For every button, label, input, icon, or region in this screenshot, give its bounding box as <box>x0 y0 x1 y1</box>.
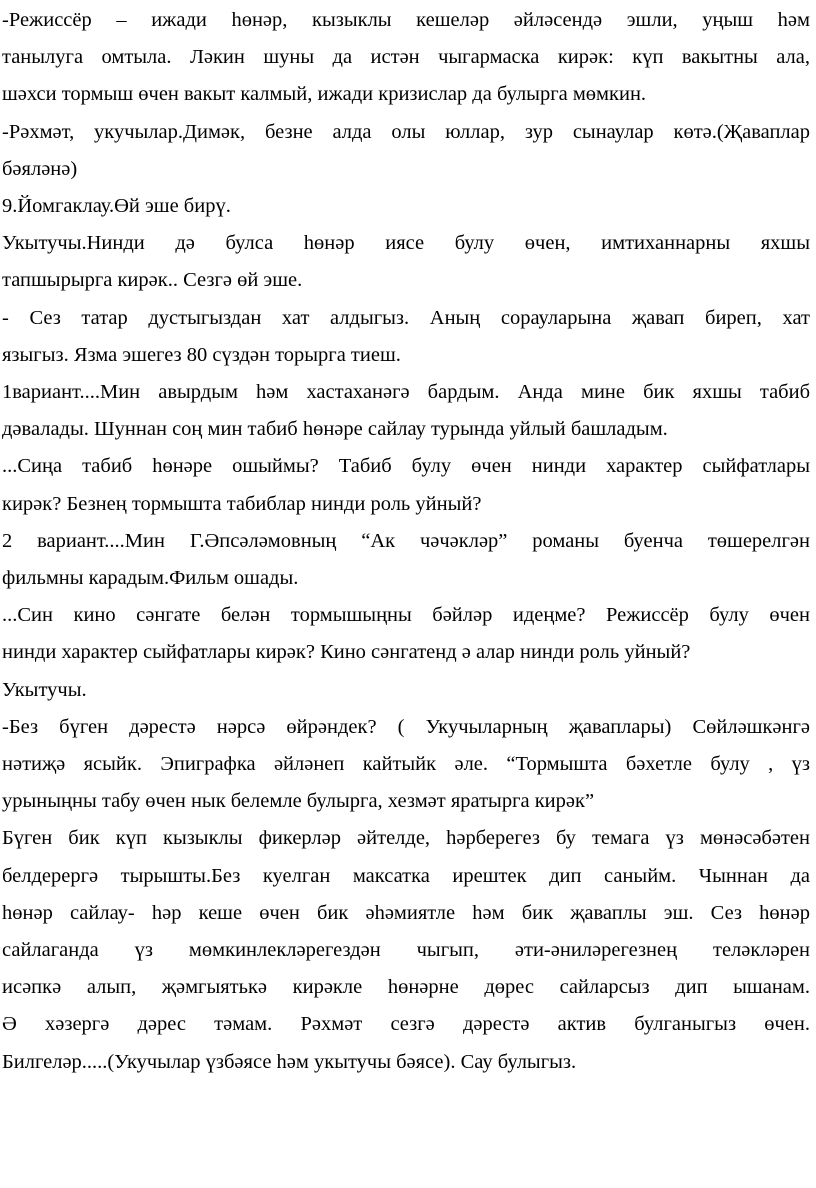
text-line: бәяләнә) <box>2 157 78 180</box>
text-line: фильмны карадым.Фильм ошады. <box>2 567 299 589</box>
text-line: 9.Йомгаклау.Өй эше бирү. <box>2 195 231 217</box>
text-line: ...Син кино сәнгате белән тормышыңны бәйләр идеңме? Режиссёр булу өчен <box>2 604 810 627</box>
text-line: тапшырырга кирәк.. Сезгә өй эше. <box>2 269 303 292</box>
text-line: нәтиҗә ясыйк. Эпиграфка әйләнеп кайтыйк әле. “Тормышта бәхетле булу , үз <box>2 753 810 775</box>
text-line: сайлаганда үз мөмкинлекләрегездән чыгып, әти-әниләрегезнең теләкләрен <box>2 939 810 961</box>
text-line: Укытучы.Нинди дә булса һөнәр иясе булу өчен, имтиханнарны яхшы <box>2 232 810 255</box>
text-line: 1вариант....Мин авырдым һәм хастаханәгә бардым. Анда мине бик яхшы табиб <box>2 381 810 403</box>
text-line: шәхси тормыш өчен вакыт калмый, ижади кризислар да булырга мөмкин. <box>2 83 647 106</box>
text-line: -Без бүген дәрестә нәрсә өйрәндек? ( Укучыларның җаваплары) Сөйләшкәнгә <box>2 715 810 738</box>
text-line: Укытучы. <box>2 678 87 701</box>
text-line: 2 вариант....Мин Г.Әпсәләмовның “Ак чәчәкләр” романы буенча төшерелгән <box>2 529 810 552</box>
text-line: Билгеләр.....(Укучылар үзбәясе һәм укытучы бәясе). Сау булыгыз. <box>2 1050 577 1073</box>
text-line: урыныңны табу өчен нык белемле булырга, хезмәт яратырга кирәк” <box>2 790 595 813</box>
text-line: ...Сиңа табиб һөнәре ошыймы? Табиб булу өчен нинди характер сыйфатлары <box>2 455 810 478</box>
text-line: һөнәр сайлау- һәр кеше өчен бик әһәмиятле һәм бик җаваплы эш. Сез һөнәр <box>2 901 810 924</box>
text-line: - Сез татар дустыгыздан хат алдыгыз. Аның сорауларына җавап биреп, хат <box>2 306 810 329</box>
text-line: исәпкә алып, җәмгыятькә кирәкле һөнәрне дөрес сайларсыз дип ышанам. <box>2 976 810 999</box>
text-line: Ә хәзергә дәрес тәмам. Рәхмәт сезгә дәрестә актив булганыгыз өчен. <box>2 1013 810 1036</box>
text-line: танылуга омтыла. Ләкин шуны да истән чыгармаска кирәк: күп вакытны ала, <box>2 46 810 69</box>
text-line: дәвалады. Шуннан соң мин табиб һөнәре сайлау турында уйлый башладым. <box>2 418 668 441</box>
text-line: кирәк? Безнең тормышта табиблар нинди роль уйный? <box>2 492 482 515</box>
text-line: -Режиссёр – ижади һөнәр, кызыклы кешеләр әйләсендә эшли, уңыш һәм <box>2 9 810 31</box>
text-line: Бүген бик күп кызыклы фикерләр әйтелде, һәрберегез бу темага үз мөнәсәбәтен <box>2 827 810 850</box>
text-line: языгыз. Язма эшегез 80 сүздән торырга тиеш. <box>2 343 401 366</box>
text-line: -Рәхмәт, укучылар.Димәк, безне алда олы юллар, зур сынаулар көтә.(Җаваплар <box>2 120 810 143</box>
text-line: нинди характер сыйфатлары кирәк? Кино сәнгатенд ә алар нинди роль уйный? <box>2 641 691 664</box>
text-line: белдерергә тырышты.Без куелган максатка ирештек дип саныйм. Чыннан да <box>2 864 810 887</box>
